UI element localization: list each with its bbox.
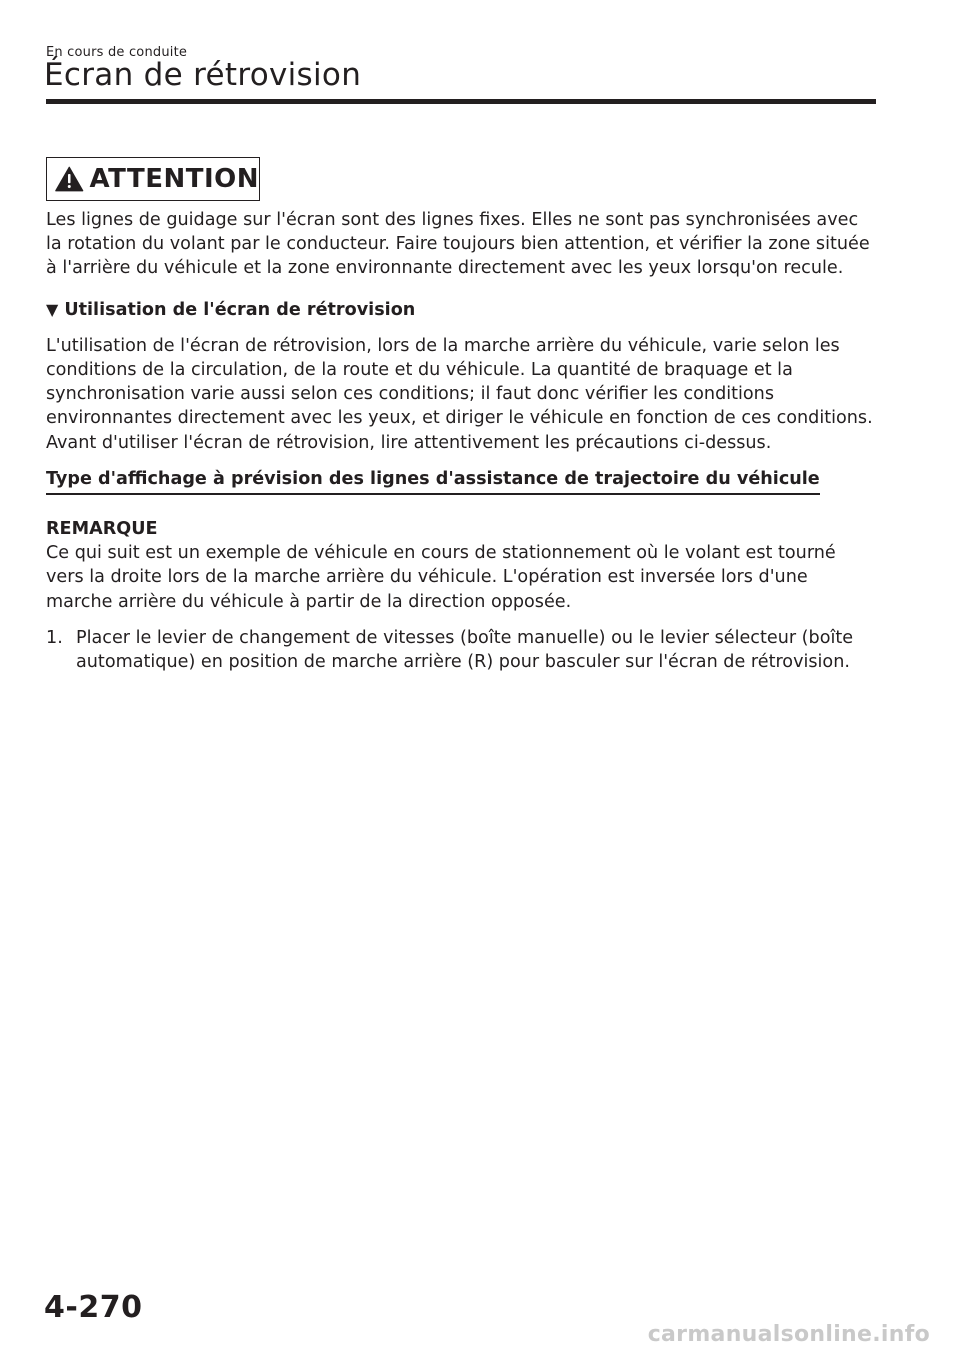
triangle-down-icon: ▼ <box>46 299 59 319</box>
attention-text: Les lignes de guidage sur l'écran sont des lignes fixes. Elles ne sont pas synchronisées avec la rotation du volant par le conducteur. Faire toujours bien attention, et vérifier la zone située à l'arrière du véhicule et la zone environnante directement avec les yeux lorsqu'on recule. <box>46 210 870 279</box>
page-title: Écran de rétrovision <box>44 57 362 93</box>
header-section-label: En cours de conduite <box>46 45 188 60</box>
usage-heading <box>46 298 876 322</box>
main-content <box>46 208 876 674</box>
usage-paragraph: L'utilisation de l'écran de rétrovision, lors de la marche arrière du véhicule, varie selon les conditions de la circulation, de la route et du véhicule. La quantité de braquage et la synchronisation varie aussi selon ces conditions; il faut donc vérifier les conditions environnantes directement avec les yeux, et diriger le véhicule en fonction de ces conditions. <box>46 335 873 429</box>
watermark: carmanualsonline.info <box>647 1322 930 1347</box>
step-number: 1. <box>46 627 63 648</box>
note-text: Ce qui suit est un exemple de véhicule en cours de stationnement où le volant est tourné vers la droite lors de la marche arrière du véhicule. L'opération est inversée lors d'une marche arrière du véhicule à partir de la direction opposée. <box>46 543 836 612</box>
warning-triangle-icon <box>55 164 84 194</box>
page-number: 4-270 <box>44 1290 143 1325</box>
display-type-heading: Type d'affichage à prévision des lignes d'assistance de trajectoire du véhicule <box>46 467 820 495</box>
step-item <box>46 626 876 674</box>
note-label: REMARQUE <box>46 519 158 540</box>
attention-box <box>46 157 260 201</box>
header-divider <box>46 99 876 104</box>
usage-heading-text: Utilisation de l'écran de rétrovision <box>64 299 416 320</box>
step-text: Placer le levier de changement de vitesses (boîte manuelle) ou le levier sélecteur (boîte automatique) en position de marche arrière (R) pour basculer sur l'écran de rétrovision. <box>76 627 854 673</box>
attention-label: ATTENTION <box>89 164 259 194</box>
usage-precaution-paragraph: Avant d'utiliser l'écran de rétrovision, lire attentivement les précautions ci-dessus. <box>46 432 772 453</box>
